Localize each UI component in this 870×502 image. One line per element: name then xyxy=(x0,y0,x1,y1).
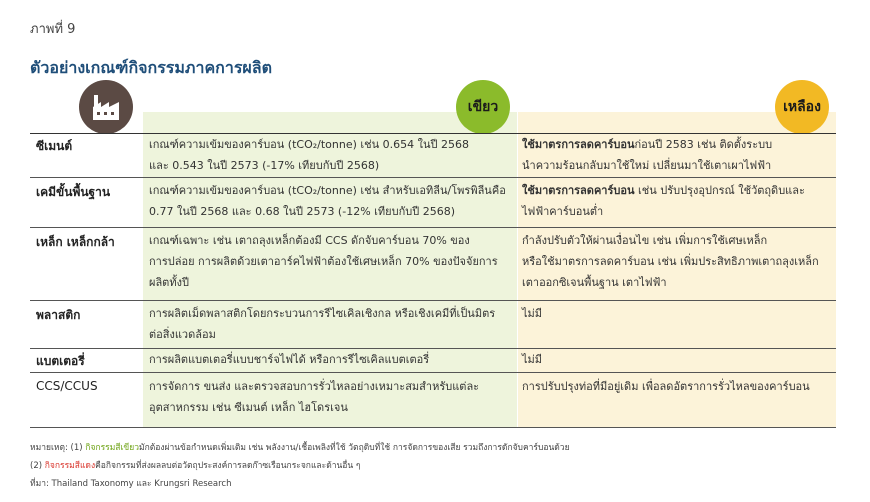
green-cell: เกณฑ์เฉพาะ เช่น เตาถลุงเหล็กต้องมี CCS ดักจับคาร์บอน 70% ของ การปล่อย การผลิตด้วยเตาอาร์คไฟฟ้าต้องใช้เศษเหล็ก 70% ของปัจจัยการ ผลิตทั้งปี xyxy=(149,234,498,289)
table-row xyxy=(30,177,836,226)
table-bottom-border xyxy=(30,427,836,428)
factory-icon xyxy=(79,80,133,134)
source-note: ที่มา: Thailand Taxonomy และ Krungsri Research xyxy=(30,479,232,489)
row-category: พลาสติก xyxy=(36,308,81,322)
table-row xyxy=(30,133,836,178)
table-row xyxy=(30,348,836,373)
green-cell: การจัดการ ขนส่ง และตรวจสอบการรั่วไหลอย่างเหมาะสมสำหรับแต่ละ อุตสาหกรรม เช่น ซีเมนต์ เหล็ก ไฮโดรเจน xyxy=(149,380,480,414)
table-row xyxy=(30,372,836,428)
row-category: ซีเมนต์ xyxy=(36,139,73,153)
yellow-category-badge: เหลือง xyxy=(775,80,829,134)
yellow-cell: ไม่มี xyxy=(522,307,543,320)
row-category: แบตเตอรี่ xyxy=(36,354,85,368)
row-category: เคมีขั้นพื้นฐาน xyxy=(36,185,111,199)
note-2: (2) กิจกรรมสีแดงคือกิจกรรมที่ส่งผลลบต่อวัตถุประสงค์การลดก๊าซเรือนกระจกและด้านอื่น ๆ xyxy=(30,461,361,471)
row-category: เหล็ก เหล็กกล้า xyxy=(36,235,115,249)
figure-label: ภาพที่ 9 xyxy=(30,22,76,37)
yellow-cell: ใช้มาตรการลดคาร์บอน เช่น ปรับปรุงอุปกรณ์ ใช้วัตถุดิบและ ไฟฟ้าคาร์บอนต่ำ xyxy=(522,184,805,218)
green-cell: เกณฑ์ความเข้มของคาร์บอน (tCO₂/tonne) เช่น สำหรับเอทิลีน/โพรพิลีนคือ 0.77 ในปี 2568 และ 0.68 ในปี 2573 (-12% เทียบกับปี 2568) xyxy=(149,184,506,218)
green-category-badge: เขียว xyxy=(456,80,510,134)
row-category: CCS/CCUS xyxy=(36,379,98,393)
yellow-cell: ใช้มาตรการลดคาร์บอนก่อนปี 2583 เช่น ติดตั้งระบบ นำความร้อนกลับมาใช้ใหม่ เปลี่ยนมาใช้เตาเผาไฟฟ้า xyxy=(522,138,773,172)
page-title: ตัวอย่างเกณฑ์กิจกรรมภาคการผลิต xyxy=(30,58,272,77)
green-cell: การผลิตแบตเตอรี่แบบชาร์จไฟได้ หรือการรีไซเคิลแบตเตอรี่ xyxy=(149,353,430,366)
green-cell: เกณฑ์ความเข้มของคาร์บอน (tCO₂/tonne) เช่น 0.654 ในปี 2568 และ 0.543 ในปี 2573 (-17% เทียบกับปี 2568) xyxy=(149,138,469,172)
yellow-cell: การปรับปรุงท่อที่มีอยู่เดิม เพื่อลดอัตราการรั่วไหลของคาร์บอน xyxy=(522,380,810,393)
table-row xyxy=(30,227,836,300)
table-row xyxy=(30,300,836,349)
yellow-cell: กำลังปรับตัวให้ผ่านเงื่อนไข เช่น เพิ่มการใช้เศษเหล็ก หรือใช้มาตรการลดคาร์บอน เช่น เพิ่มประสิทธิภาพเตาถลุงเหล็ก เตาออกซิเจนพื้นฐาน เตาไฟฟ้า xyxy=(522,234,819,289)
yellow-cell: ไม่มี xyxy=(522,353,543,366)
note-1: หมายเหตุ: (1) กิจกรรมสีเขียวมักต้องผ่านข้อกำหนดเพิ่มเติม เช่น พลังงาน/เชื้อเพลิงที่ใช้ วัตถุดิบที่ใช้ การจัดการของเสีย รวมถึงการดักจับคาร์บอนด้วย xyxy=(30,443,570,453)
green-cell: การผลิตเม็ดพลาสติกโดยกระบวนการรีไซเคิลเชิงกล หรือเชิงเคมีที่เป็นมิตร ต่อสิ่งแวดล้อม xyxy=(149,307,496,341)
